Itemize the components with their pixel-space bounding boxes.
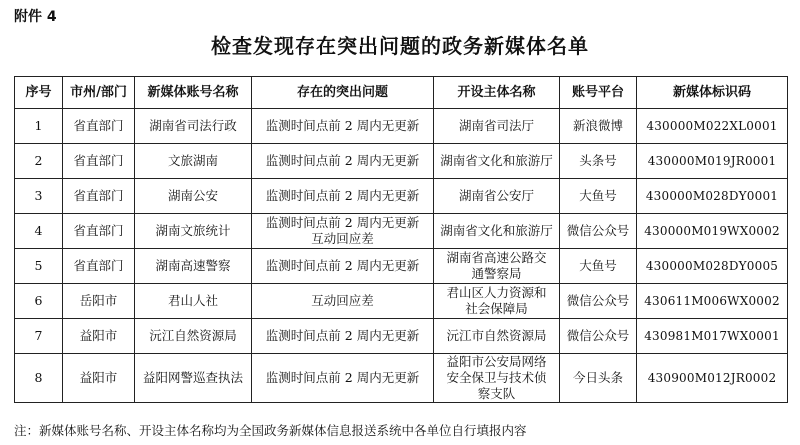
cell-region: 省直部门 bbox=[63, 144, 135, 179]
cell-platform: 大鱼号 bbox=[560, 179, 637, 214]
cell-region: 益阳市 bbox=[63, 319, 135, 354]
cell-media-code: 430900M012JR0002 bbox=[637, 354, 788, 403]
table-row bbox=[15, 144, 788, 179]
cell-account-name: 沅江自然资源局 bbox=[135, 319, 252, 354]
cell-media-code: 430981M017WX0001 bbox=[637, 319, 788, 354]
cell-issue: 监测时间点前 2 周内无更新 bbox=[252, 144, 434, 179]
cell-index: 2 bbox=[15, 144, 63, 179]
media-list-table bbox=[14, 76, 788, 403]
cell-operator: 沅江市自然资源局 bbox=[434, 319, 560, 354]
cell-platform: 大鱼号 bbox=[560, 249, 637, 284]
header-issue: 存在的突出问题 bbox=[252, 77, 434, 109]
cell-account-name: 湖南公安 bbox=[135, 179, 252, 214]
cell-operator: 君山区人力资源和 社会保障局 bbox=[434, 284, 560, 319]
header-platform: 账号平台 bbox=[560, 77, 637, 109]
table-row bbox=[15, 179, 788, 214]
cell-index: 7 bbox=[15, 319, 63, 354]
table-row bbox=[15, 214, 788, 249]
cell-media-code: 430000M028DY0001 bbox=[637, 179, 788, 214]
cell-issue: 监测时间点前 2 周内无更新 bbox=[252, 319, 434, 354]
cell-region: 省直部门 bbox=[63, 214, 135, 249]
header-operator: 开设主体名称 bbox=[434, 77, 560, 109]
cell-operator: 益阳市公安局网络 安全保卫与技术侦 察支队 bbox=[434, 354, 560, 403]
cell-issue: 监测时间点前 2 周内无更新 bbox=[252, 109, 434, 144]
cell-account-name: 湖南文旅统计 bbox=[135, 214, 252, 249]
cell-operator: 湖南省司法厅 bbox=[434, 109, 560, 144]
cell-operator: 湖南省文化和旅游厅 bbox=[434, 144, 560, 179]
footnote: 注：新媒体账号名称、开设主体名称均为全国政务新媒体信息报送系统中各单位自行填报内容 bbox=[14, 423, 527, 438]
cell-issue: 监测时间点前 2 周内无更新 bbox=[252, 179, 434, 214]
table-row bbox=[15, 109, 788, 144]
cell-operator: 湖南省高速公路交 通警察局 bbox=[434, 249, 560, 284]
cell-region: 省直部门 bbox=[63, 179, 135, 214]
cell-index: 6 bbox=[15, 284, 63, 319]
cell-index: 3 bbox=[15, 179, 63, 214]
cell-account-name: 益阳网警巡查执法 bbox=[135, 354, 252, 403]
cell-account-name: 湖南高速警察 bbox=[135, 249, 252, 284]
cell-platform: 微信公众号 bbox=[560, 319, 637, 354]
header-account-name: 新媒体账号名称 bbox=[135, 77, 252, 109]
table-row bbox=[15, 354, 788, 403]
cell-platform: 头条号 bbox=[560, 144, 637, 179]
cell-issue: 监测时间点前 2 周内无更新 bbox=[252, 249, 434, 284]
cell-operator: 湖南省文化和旅游厅 bbox=[434, 214, 560, 249]
cell-region: 省直部门 bbox=[63, 109, 135, 144]
cell-index: 4 bbox=[15, 214, 63, 249]
header-region: 市州/部门 bbox=[63, 77, 135, 109]
cell-issue: 互动回应差 bbox=[252, 284, 434, 319]
cell-region: 岳阳市 bbox=[63, 284, 135, 319]
cell-region: 益阳市 bbox=[63, 354, 135, 403]
cell-media-code: 430000M019WX0002 bbox=[637, 214, 788, 249]
cell-index: 1 bbox=[15, 109, 63, 144]
table-row bbox=[15, 249, 788, 284]
cell-media-code: 430611M006WX0002 bbox=[637, 284, 788, 319]
table-row bbox=[15, 284, 788, 319]
cell-platform: 今日头条 bbox=[560, 354, 637, 403]
cell-index: 5 bbox=[15, 249, 63, 284]
cell-region: 省直部门 bbox=[63, 249, 135, 284]
cell-account-name: 君山人社 bbox=[135, 284, 252, 319]
cell-platform: 微信公众号 bbox=[560, 284, 637, 319]
cell-media-code: 430000M019JR0001 bbox=[637, 144, 788, 179]
cell-index: 8 bbox=[15, 354, 63, 403]
table-row bbox=[15, 319, 788, 354]
cell-platform: 微信公众号 bbox=[560, 214, 637, 249]
cell-media-code: 430000M022XL0001 bbox=[637, 109, 788, 144]
header-index: 序号 bbox=[15, 77, 63, 109]
document-title: 检查发现存在突出问题的政务新媒体名单 bbox=[211, 34, 589, 58]
cell-platform: 新浪微博 bbox=[560, 109, 637, 144]
cell-account-name: 文旅湖南 bbox=[135, 144, 252, 179]
header-media-code: 新媒体标识码 bbox=[637, 77, 788, 109]
cell-operator: 湖南省公安厅 bbox=[434, 179, 560, 214]
cell-media-code: 430000M028DY0005 bbox=[637, 249, 788, 284]
table-header-row bbox=[15, 77, 788, 109]
cell-issue: 监测时间点前 2 周内无更新 bbox=[252, 354, 434, 403]
cell-account-name: 湖南省司法行政 bbox=[135, 109, 252, 144]
attachment-label: 附件 4 bbox=[14, 9, 57, 25]
cell-issue: 监测时间点前 2 周内无更新 互动回应差 bbox=[252, 214, 434, 249]
